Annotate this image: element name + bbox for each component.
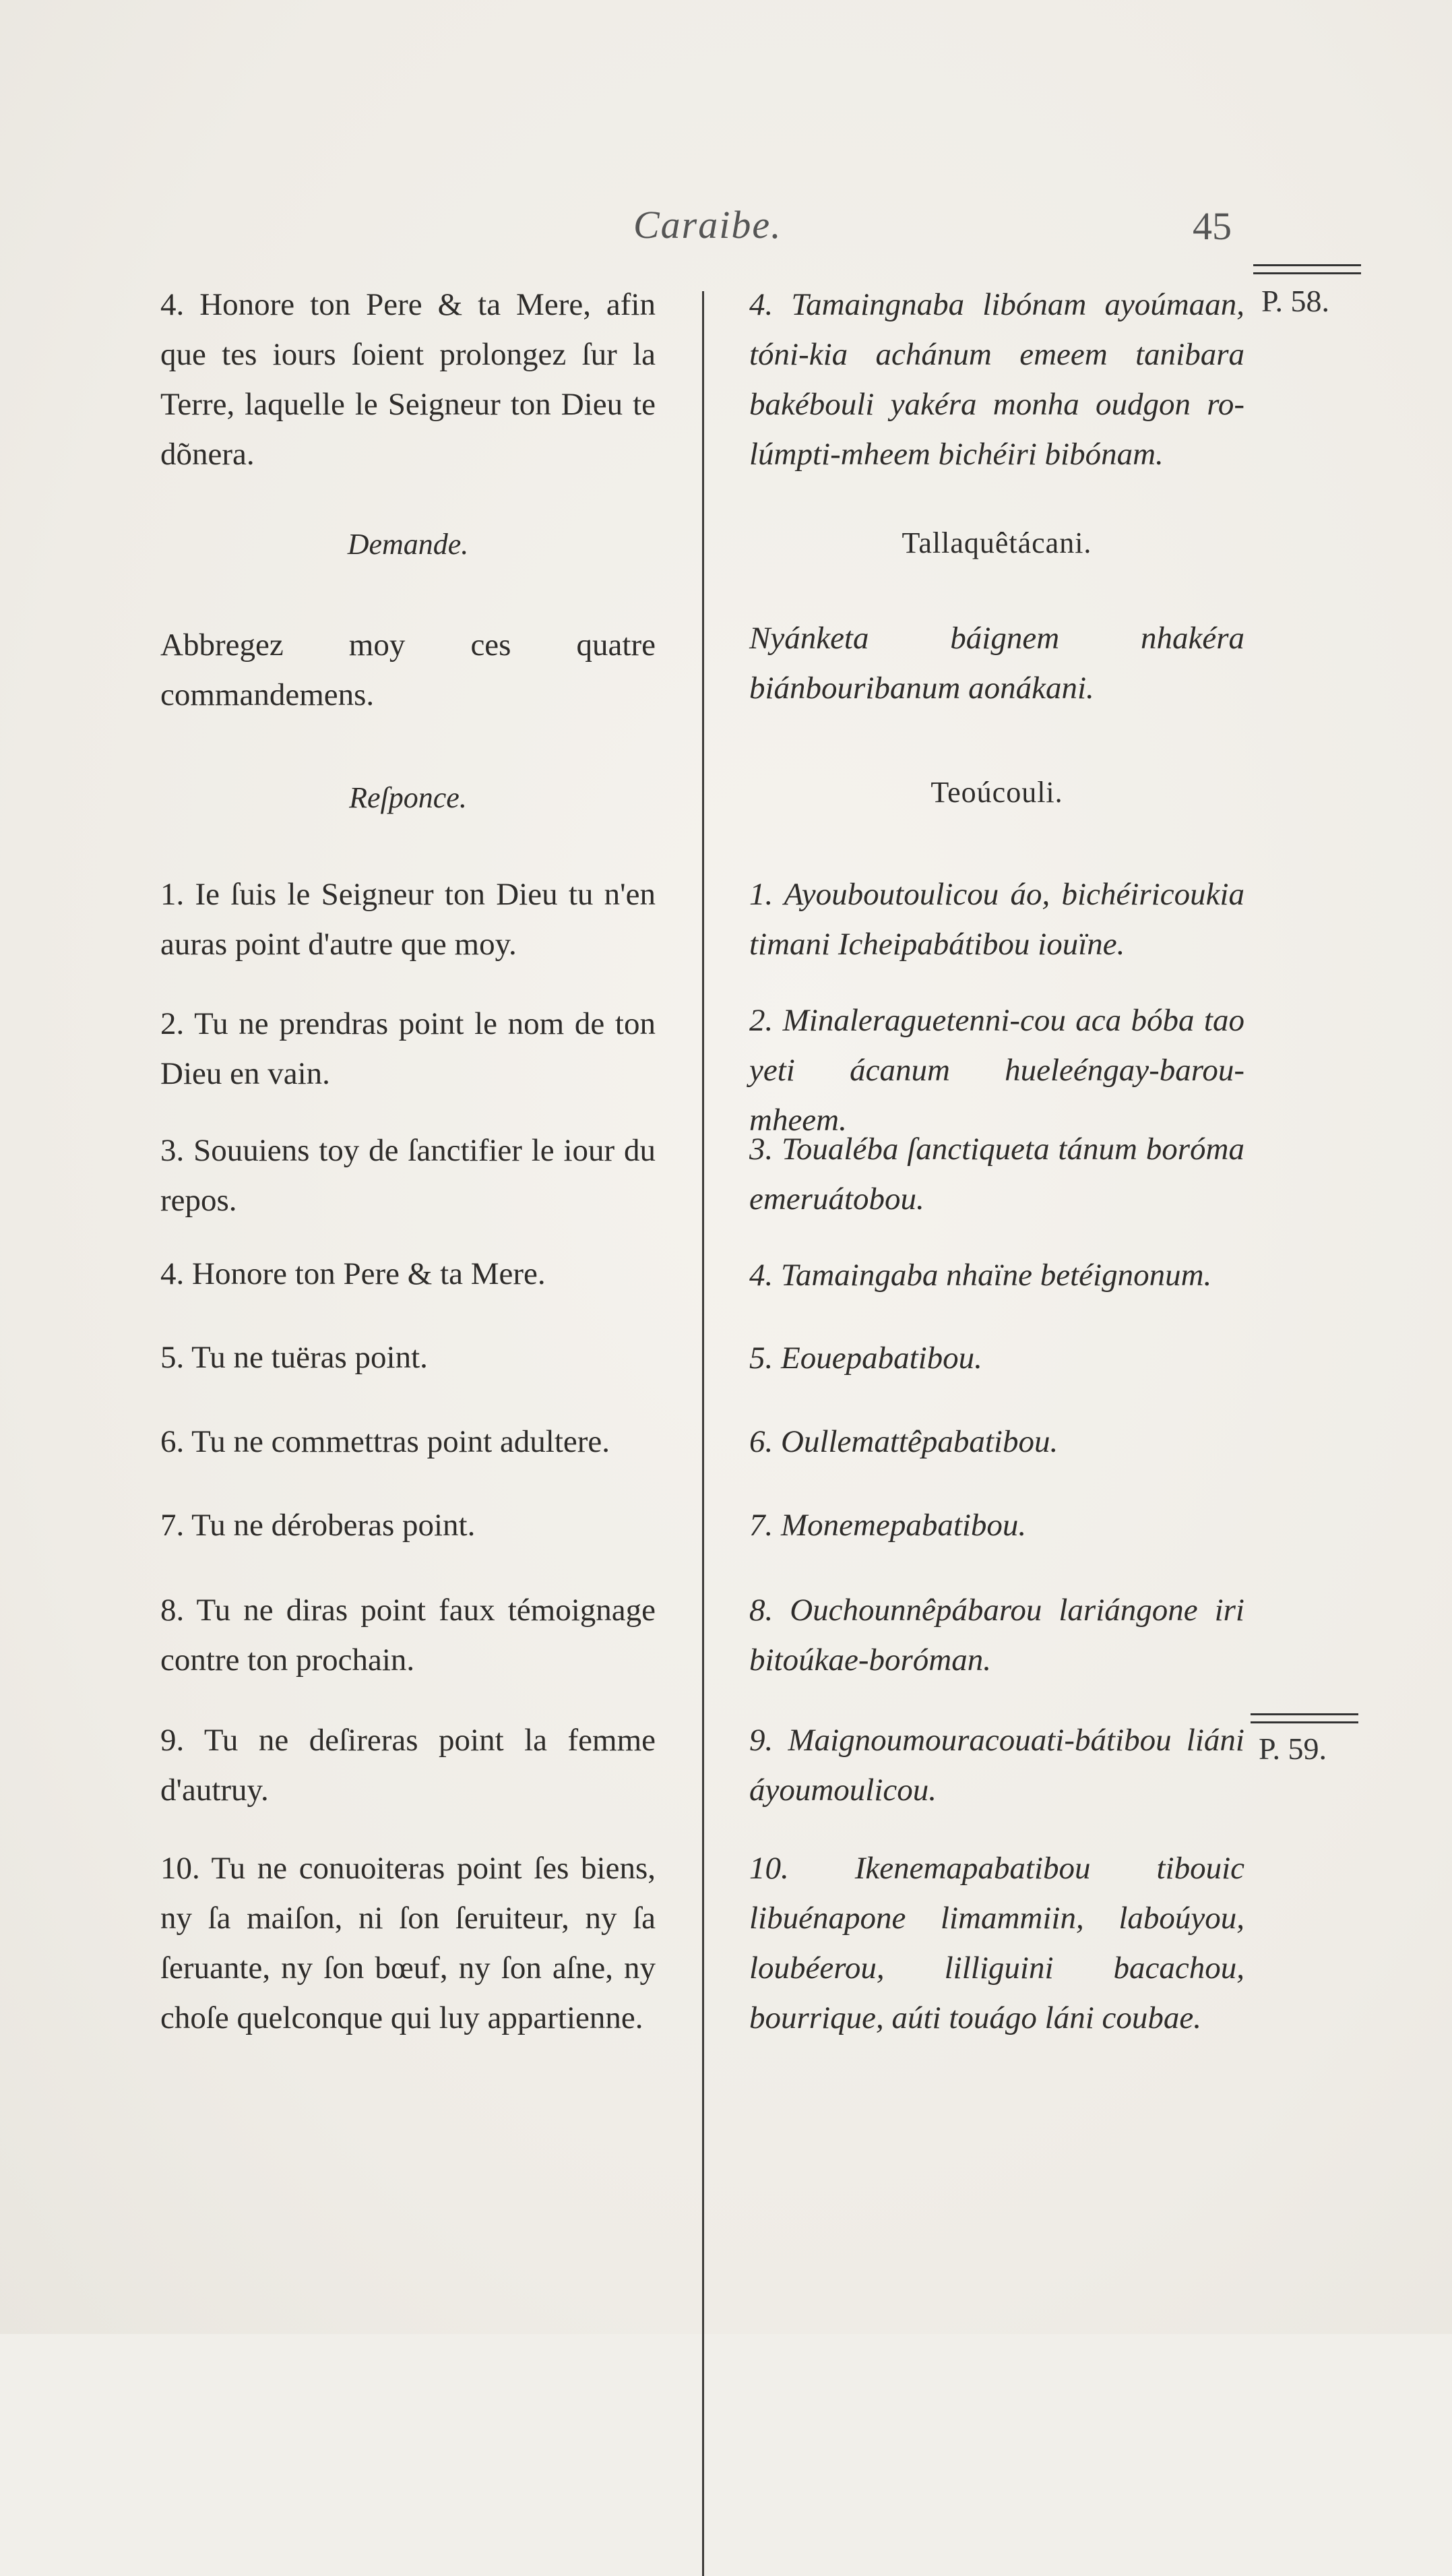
commandment-carib-7: 7. Monemepabatibou. — [749, 1508, 1027, 1543]
margin-rule — [1251, 1713, 1358, 1723]
commandment-fr-10: 10. Tu ne conuoiteras point ſes biens, ny ſa maiſon, ni ſon ſeruiteur, ny ſa ſeruante, ny ſon bœuf, ny ſon aſne, ny choſe quelconque qui luy appartienne. — [160, 1851, 656, 2035]
commandment-fr-7: 7. Tu ne déroberas point. — [160, 1508, 476, 1543]
commandment-fr-1: 1. Ie ſuis le Seigneur ton Dieu tu n'en auras point d'autre que moy. — [160, 877, 656, 962]
margin-reference-label: P. 58. — [1261, 284, 1329, 318]
commandment-carib-3: 3. Toualéba ſanctiqueta tánum boróma emeruátobou. — [749, 1132, 1244, 1217]
commandment-carib-5: 5. Eouepabatibou. — [749, 1341, 982, 1376]
commandment-carib-10: 10. Ikenemapabatibou tibouic libuénapone limammiin, laboúyou, loubéerou, lilliguini bacachou, bourrique, aúti touágo láni coubae. — [749, 1851, 1244, 2035]
margin-rule — [1253, 264, 1361, 274]
responce-heading-carib: Teoúcouli. — [930, 776, 1063, 809]
commandment-4-full-fr: 4. Honore ton Pere & ta Mere, afin que tes iours ſoient prolongez ſur la Terre, laquelle le Seigneur ton Dieu te dõnera. — [160, 287, 656, 472]
commandment-fr-5: 5. Tu ne tuëras point. — [160, 1340, 428, 1375]
commandment-fr-3: 3. Souuiens toy de ſanctifier le iour du repos. — [160, 1133, 656, 1218]
responce-heading-fr: Reſponce. — [349, 781, 467, 814]
commandment-fr-9: 9. Tu ne deſireras point la femme d'autruy. — [160, 1723, 656, 1808]
margin-reference-1 — [1261, 283, 1329, 319]
margin-reference-2 — [1259, 1731, 1327, 1767]
running-title: Caraibe. — [633, 203, 782, 247]
commandment-carib-4: 4. Tamaingaba nhaïne betéignonum. — [749, 1258, 1212, 1293]
commandment-carib-2: 2. Minaleraguetenni-cou aca bóba tao yeti ácanum hueleéngay-barou-mheem. — [749, 1003, 1244, 1138]
commandment-carib-6: 6. Oullemattêpabatibou. — [749, 1424, 1059, 1459]
commandment-carib-8: 8. Ouchounnêpábarou lariángone iri bitoúkae-boróman. — [749, 1593, 1244, 1678]
commandment-4-full-carib: 4. Tamaingnaba libónam ayoúmaan, tóni-kia achánum emeem tanibara bakébouli yakéra monha oudgon ro-lúmpti-mheem bichéiri bibónam. — [749, 287, 1244, 472]
column-divider — [702, 291, 704, 2576]
commandment-carib-1: 1. Ayouboutoulicou áo, bichéiricoukia timani Icheipabátibou iouïne. — [749, 877, 1244, 962]
demande-heading-fr: Demande. — [347, 528, 469, 561]
commandment-fr-2: 2. Tu ne prendras point le nom de ton Dieu en vain. — [160, 1006, 656, 1091]
demande-text-fr: Abbregez moy ces quatre commandemens. — [160, 627, 656, 712]
demande-heading-carib: Tallaquêtácani. — [902, 526, 1092, 559]
demande-text-carib: Nyánketa báignem nhakéra biánbouribanum aonákani. — [749, 621, 1244, 706]
commandment-fr-4: 4. Honore ton Pere & ta Mere. — [160, 1256, 546, 1291]
margin-reference-label: P. 59. — [1259, 1731, 1327, 1766]
commandment-fr-6: 6. Tu ne commettras point adultere. — [160, 1424, 610, 1459]
commandment-carib-9: 9. Maignoumouracouati-bátibou liáni áyoumoulicou. — [749, 1723, 1244, 1808]
page-number: 45 — [1193, 204, 1232, 248]
commandment-fr-8: 8. Tu ne diras point faux témoignage contre ton prochain. — [160, 1593, 656, 1678]
